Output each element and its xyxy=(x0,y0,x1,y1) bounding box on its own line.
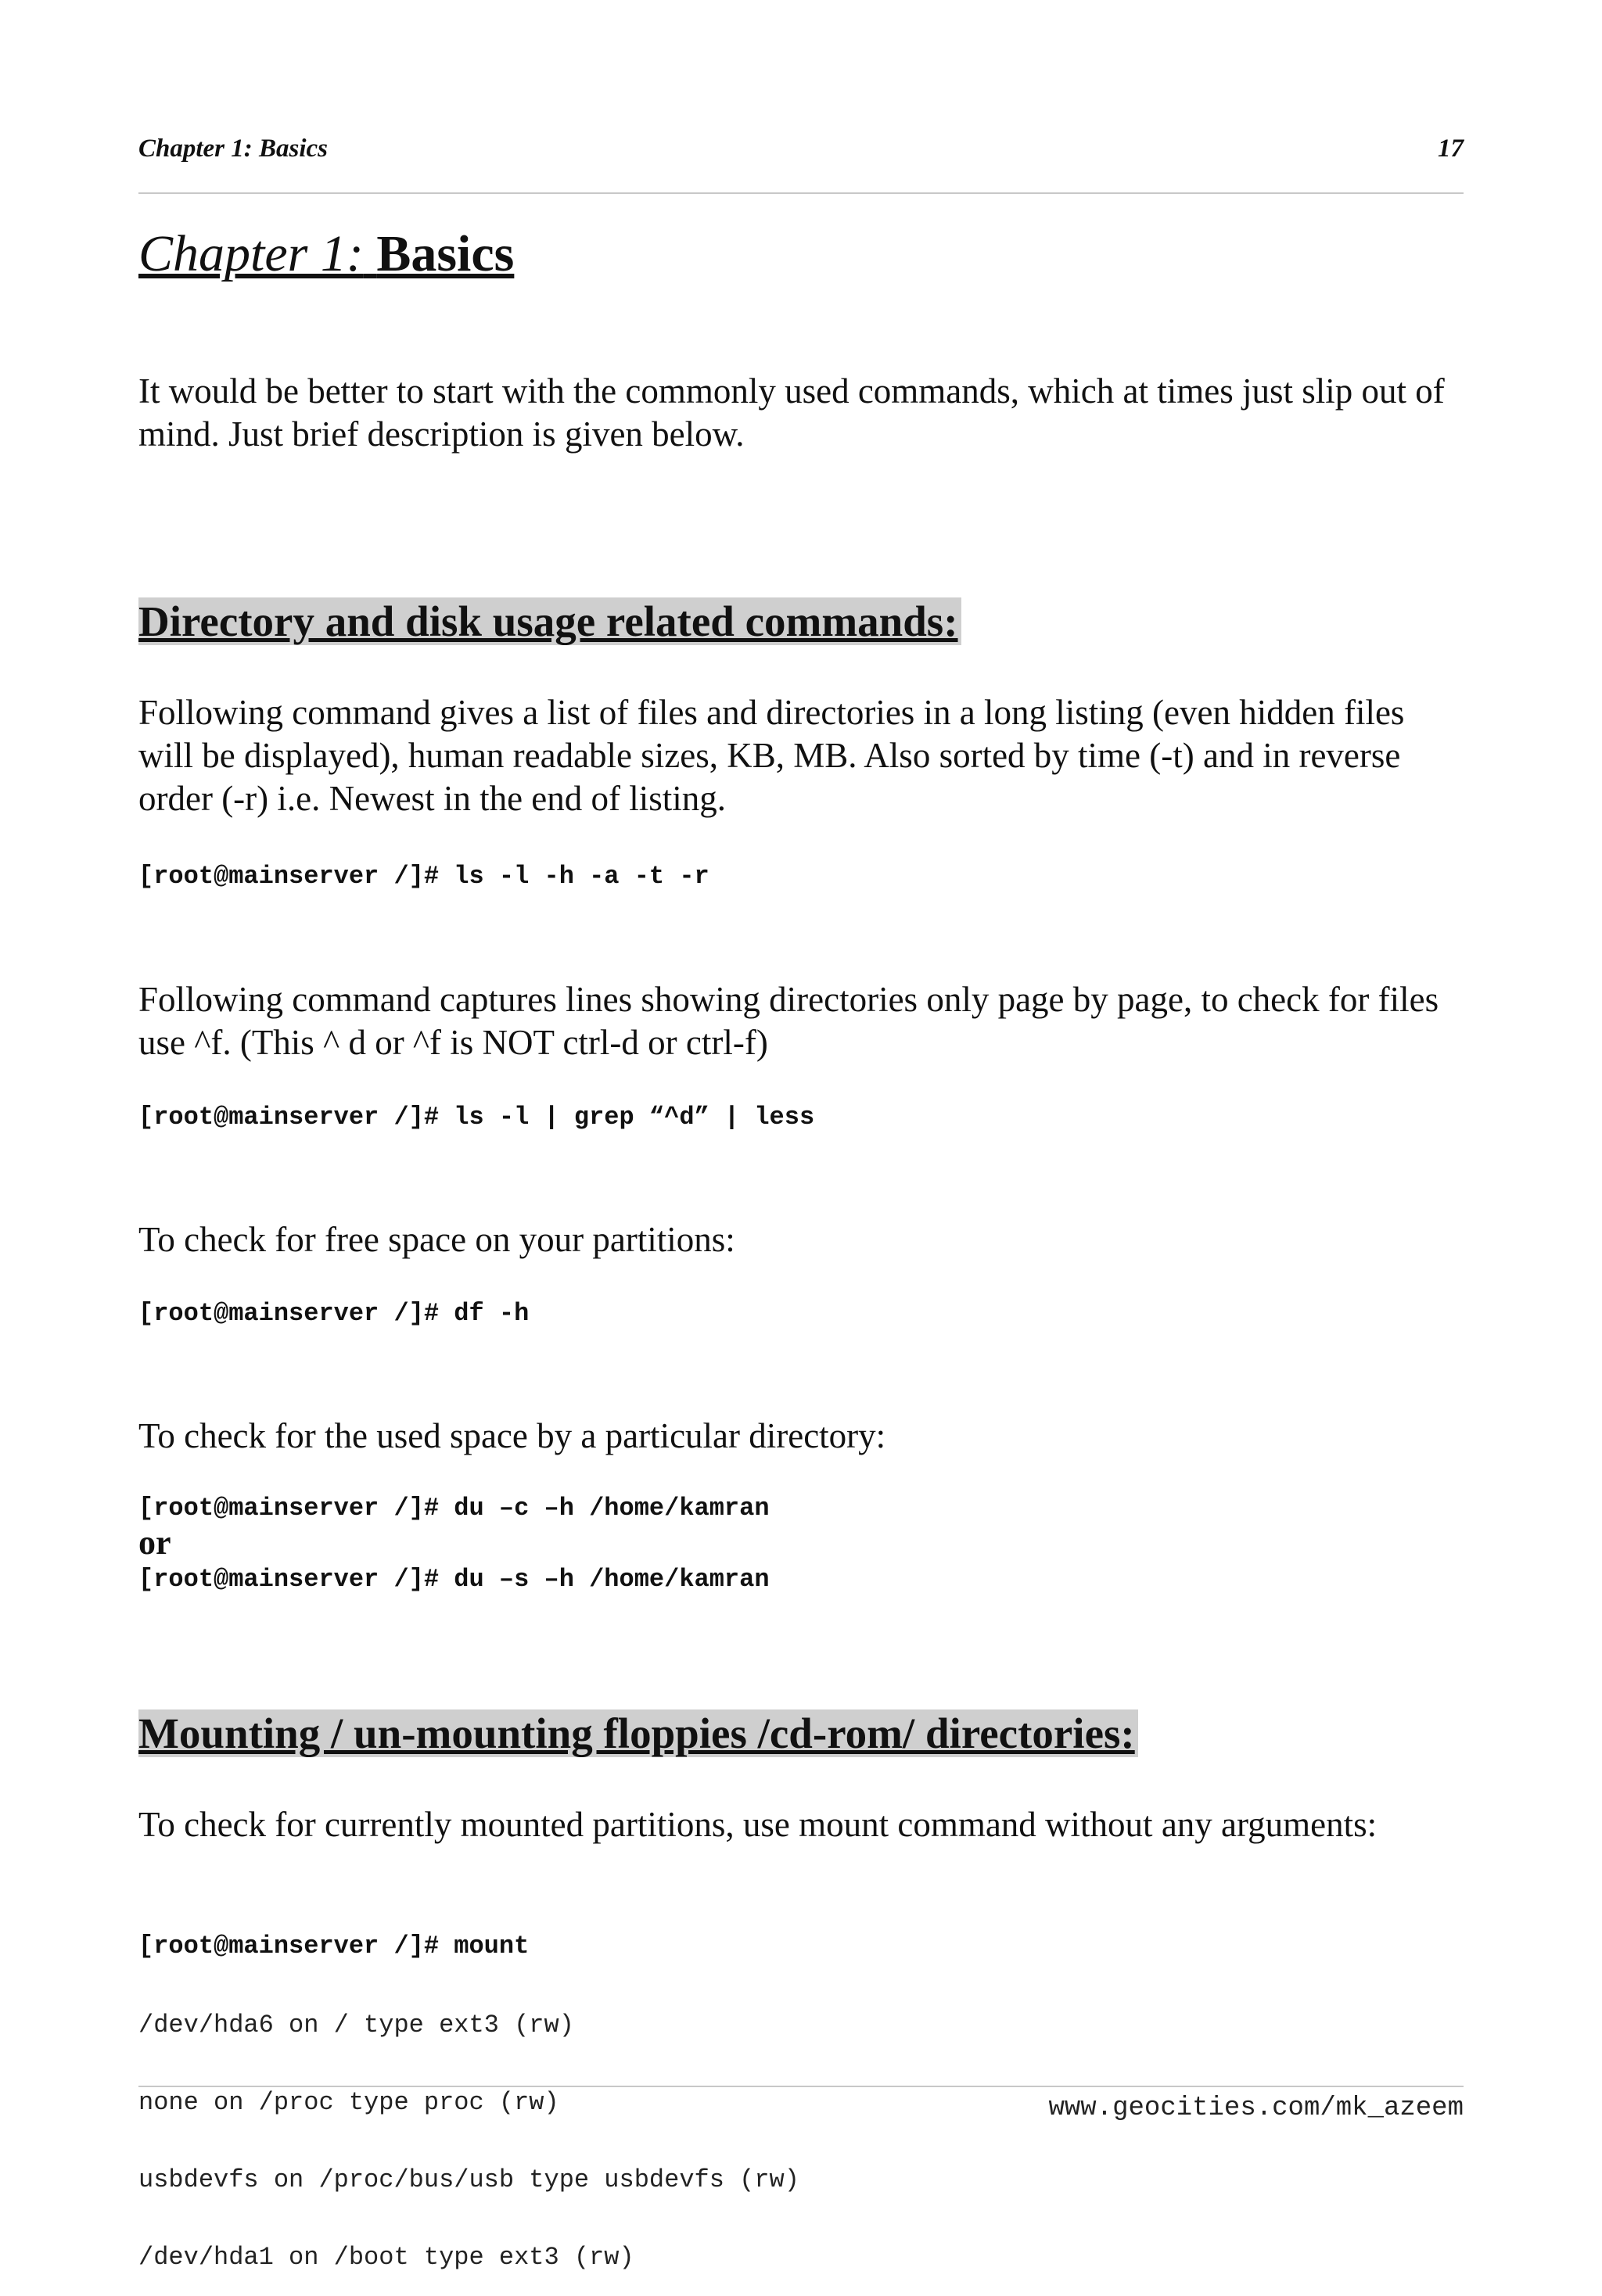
footer-url: www.geocities.com/mk_azeem xyxy=(1048,2093,1464,2123)
or-separator: or xyxy=(138,1523,171,1562)
paragraph-du-description: To check for the used space by a particular directory: xyxy=(138,1416,886,1455)
command-mount: [root@mainserver /]# mount xyxy=(138,1932,530,1961)
command-du-s: [root@mainserver /]# du –s –h /home/kamran xyxy=(138,1565,770,1594)
section-heading-directory-text: Directory and disk usage related commands: xyxy=(138,597,961,645)
command-ls-grep: [root@mainserver /]# ls -l | grep “^d” | less xyxy=(138,1103,815,1132)
section-heading-mounting-text: Mounting / un-mounting floppies /cd-rom/ directories: xyxy=(138,1709,1138,1757)
output-line: /dev/hda1 on /boot type ext3 (rw) xyxy=(138,2243,634,2272)
running-header xyxy=(138,135,1464,163)
output-line: /dev/hda6 on / type ext3 (rw) xyxy=(138,2011,574,2039)
section-heading-mounting xyxy=(138,1706,1464,1761)
footer-divider xyxy=(138,2086,1464,2087)
paragraph-grep-description: Following command captures lines showing directories only page by page, to check for files use ^f. (This ^ d or ^f is NOT ctrl-d or ctrl-f) xyxy=(138,980,1439,1062)
paragraph-df-description: To check for free space on your partitions: xyxy=(138,1220,735,1259)
page-number: 17 xyxy=(1438,135,1464,163)
intro-paragraph: It would be better to start with the commonly used commands, which at times just slip out of mind. Just brief description is given below. xyxy=(138,371,1445,454)
command-ls: [root@mainserver /]# ls -l -h -a -t -r xyxy=(138,862,709,891)
chapter-lead: Chapter 1: xyxy=(138,225,364,282)
paragraph-ls-description: Following command gives a list of files and directories in a long listing (even hidden files will be displayed), human readable sizes, KB, MB. Also sorted by time (-t) and in reverse order (-r) i.e. Newest in the end of listing. xyxy=(138,693,1405,818)
output-line: usbdevfs on /proc/bus/usb type usbdevfs (rw) xyxy=(138,2165,799,2194)
chapter-title xyxy=(138,223,1464,285)
chapter-name: Basics xyxy=(376,225,515,282)
output-line: none on /proc type proc (rw) xyxy=(138,2088,559,2117)
command-du-c: [root@mainserver /]# du –c –h /home/kamran xyxy=(138,1494,770,1523)
command-df: [root@mainserver /]# df -h xyxy=(138,1299,530,1328)
running-title: Chapter 1: Basics xyxy=(138,135,329,163)
header-divider xyxy=(138,192,1464,194)
section-heading-directory xyxy=(138,594,1464,649)
mount-output xyxy=(138,1961,1464,2296)
paragraph-mount-description: To check for currently mounted partitions, use mount command without any arguments: xyxy=(138,1805,1378,1844)
